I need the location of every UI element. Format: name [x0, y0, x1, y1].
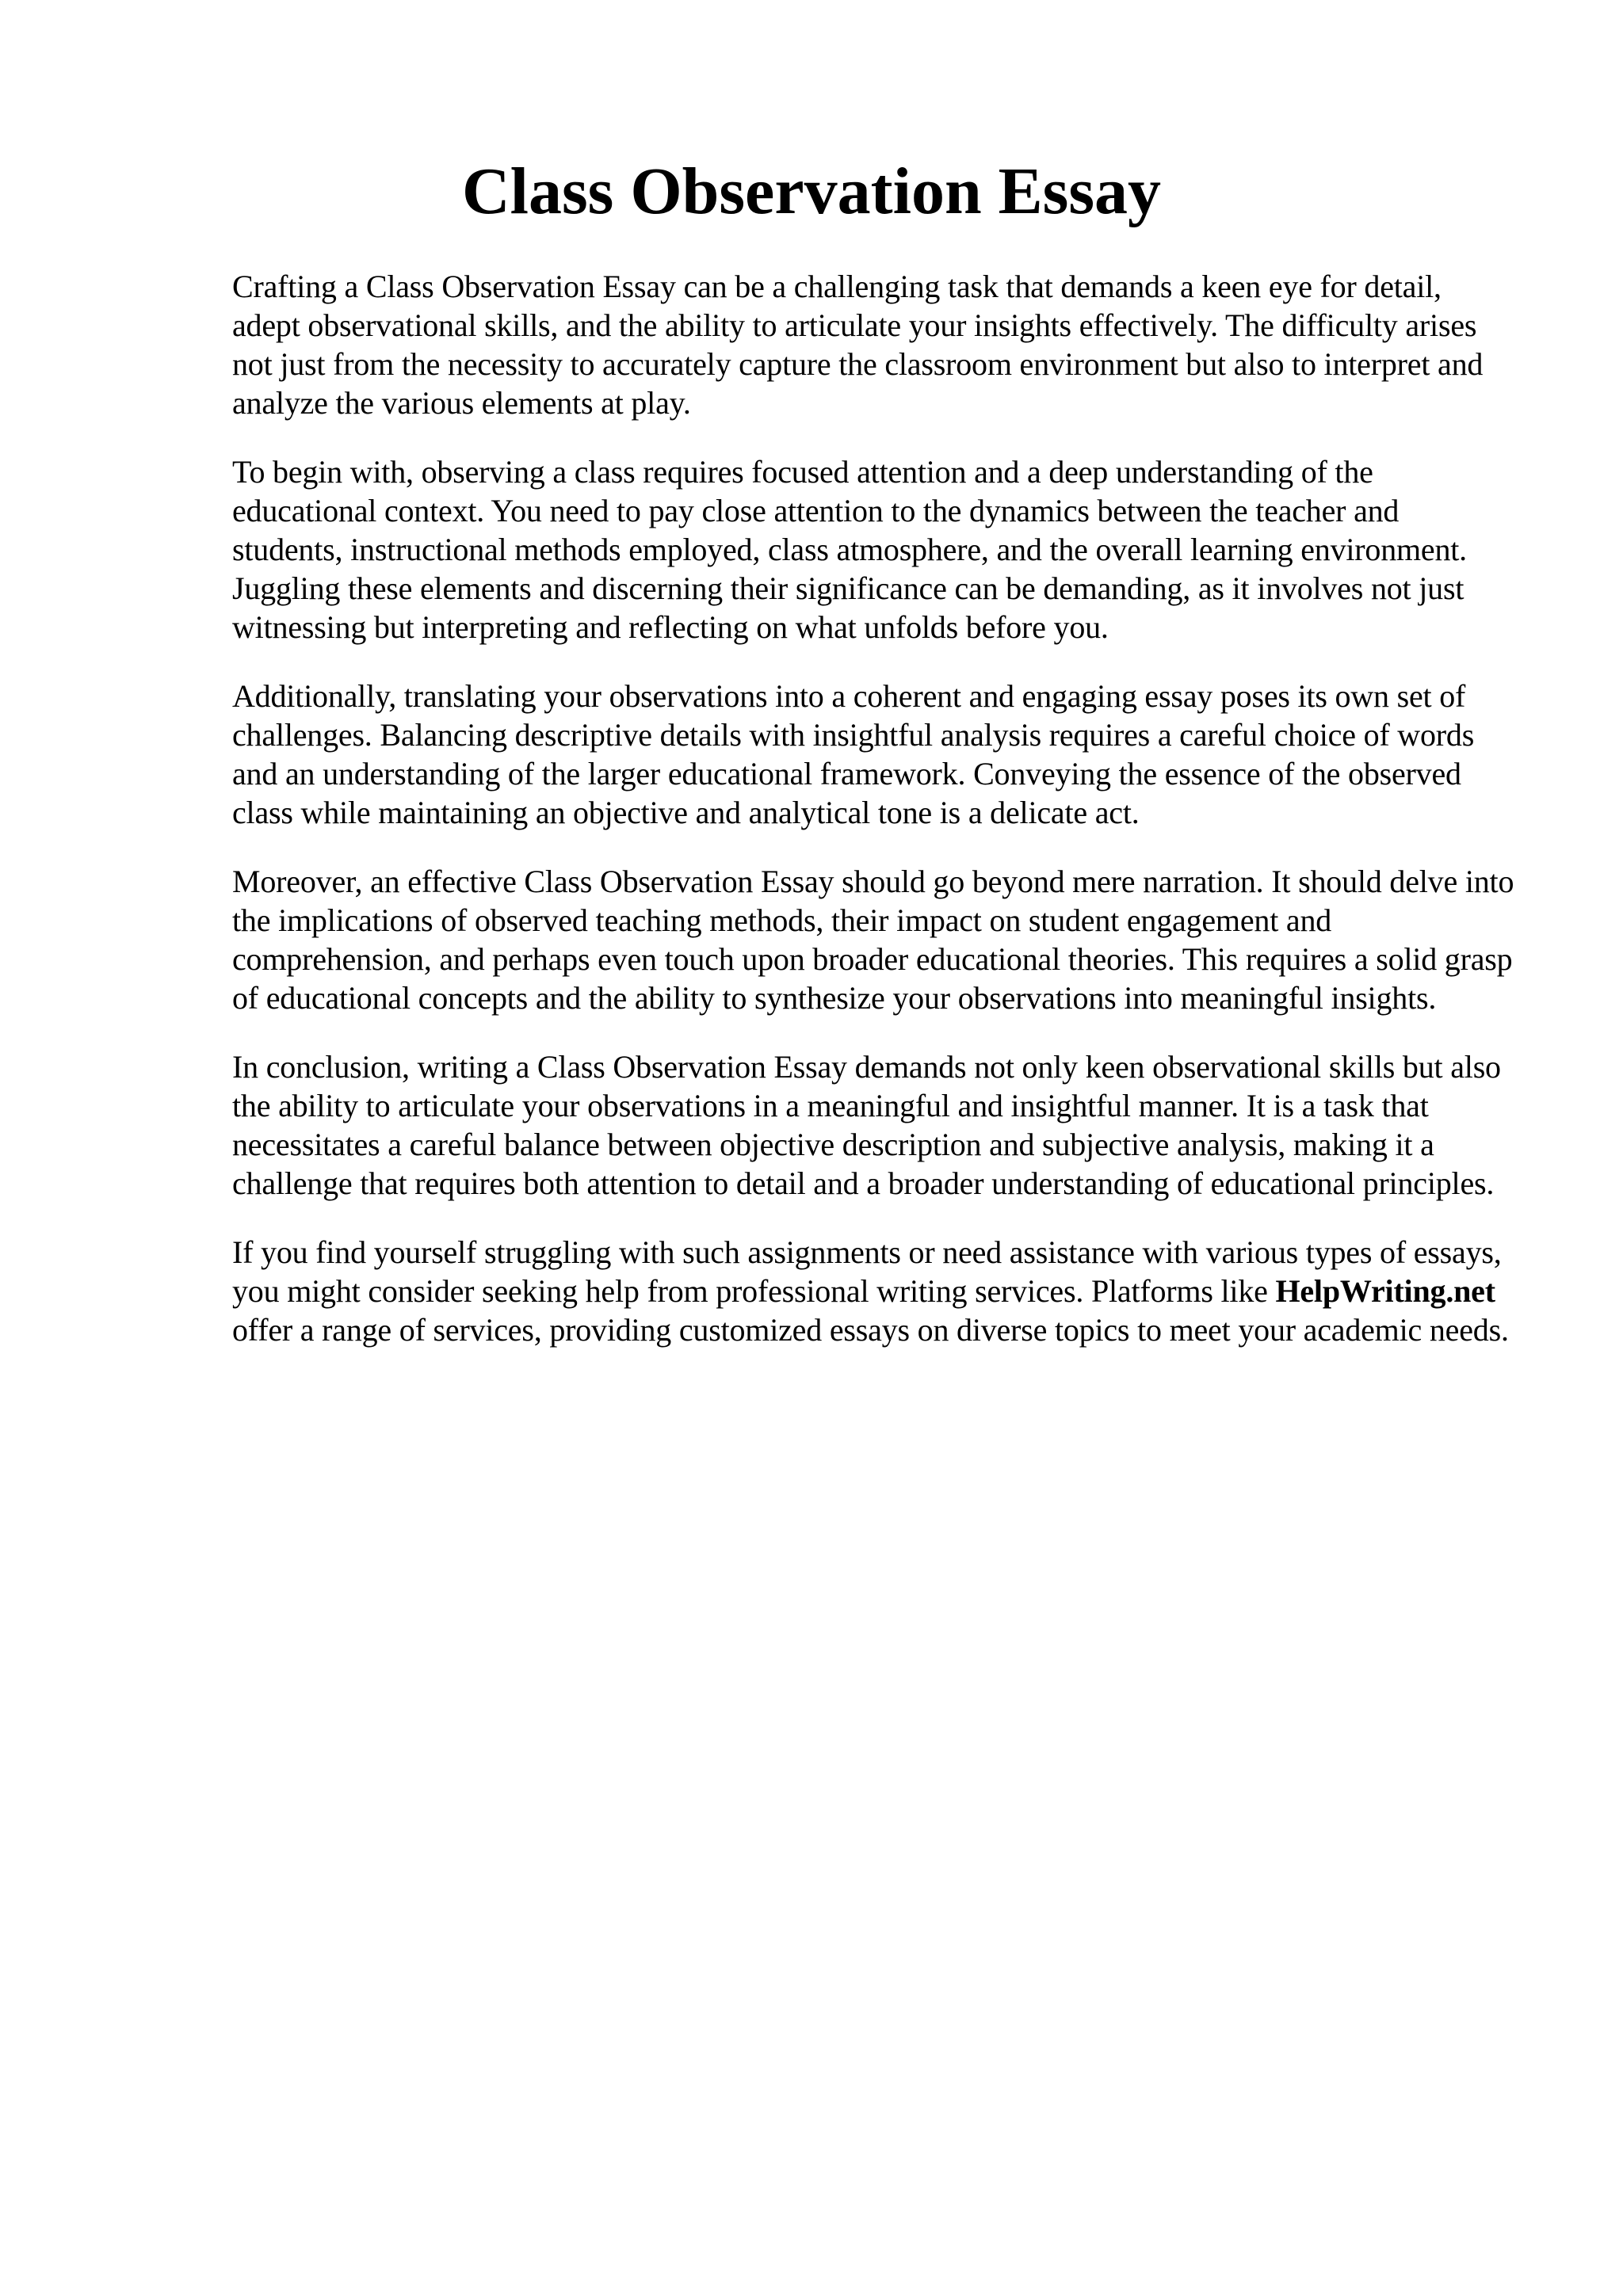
paragraph-help-text-before: If you find yourself struggling with such assignments or need assistance with various types of essays, you might consider seeking help from professional writing services. Platforms like [232, 1234, 1502, 1309]
paragraph-help-text-after: offer a range of services, providing customized essays on diverse topics to meet your academic needs. [232, 1312, 1509, 1348]
essay-body [232, 267, 1516, 1379]
paragraph-conclusion: In conclusion, writing a Class Observation Essay demands not only keen observational skills but also the ability to articulate your observations in a meaningful and insightful manner. It is a task that necessitates a careful balance between objective description and subjective analysis, making it a challenge that requires both attention to detail and a broader understanding of educational principles. [232, 1049, 1501, 1201]
paragraph-observing: To begin with, observing a class requires focused attention and a deep understanding of the educational context. You need to pay close attention to the dynamics between the teacher and students, instructional methods employed, class atmosphere, and the overall learning environment. Juggling these elements and discerning their significance can be demanding, as it involves not just witnessing but interpreting and reflecting on what unfolds before you. [232, 454, 1467, 645]
paragraph-help [232, 1233, 1516, 1349]
page-title: Class Observation Essay [461, 154, 1162, 228]
paragraph-analysis: Moreover, an effective Class Observation Essay should go beyond mere narration. It should delve into the implications of observed teaching methods, their impact on student engagement and comprehension, and perhaps even touch upon broader educational theories. This requires a solid grasp of educational concepts and the ability to synthesize your observations into meaningful insights. [232, 864, 1514, 1016]
brand-name: HelpWriting.net [1275, 1273, 1495, 1309]
paragraph-intro: Crafting a Class Observation Essay can be a challenging task that demands a keen eye for detail, adept observational skills, and the ability to articulate your insights effectively. The difficulty arises not just from the necessity to accurately capture the classroom environment but also to interpret and analyze the various elements at play. [232, 269, 1484, 421]
paragraph-translating: Additionally, translating your observations into a coherent and engaging essay poses its own set of challenges. Balancing descriptive details with insightful analysis requires a careful choice of words and an understanding of the larger educational framework. Conveying the essence of the observed class while maintaining an objective and analytical tone is a delicate act. [232, 678, 1475, 830]
